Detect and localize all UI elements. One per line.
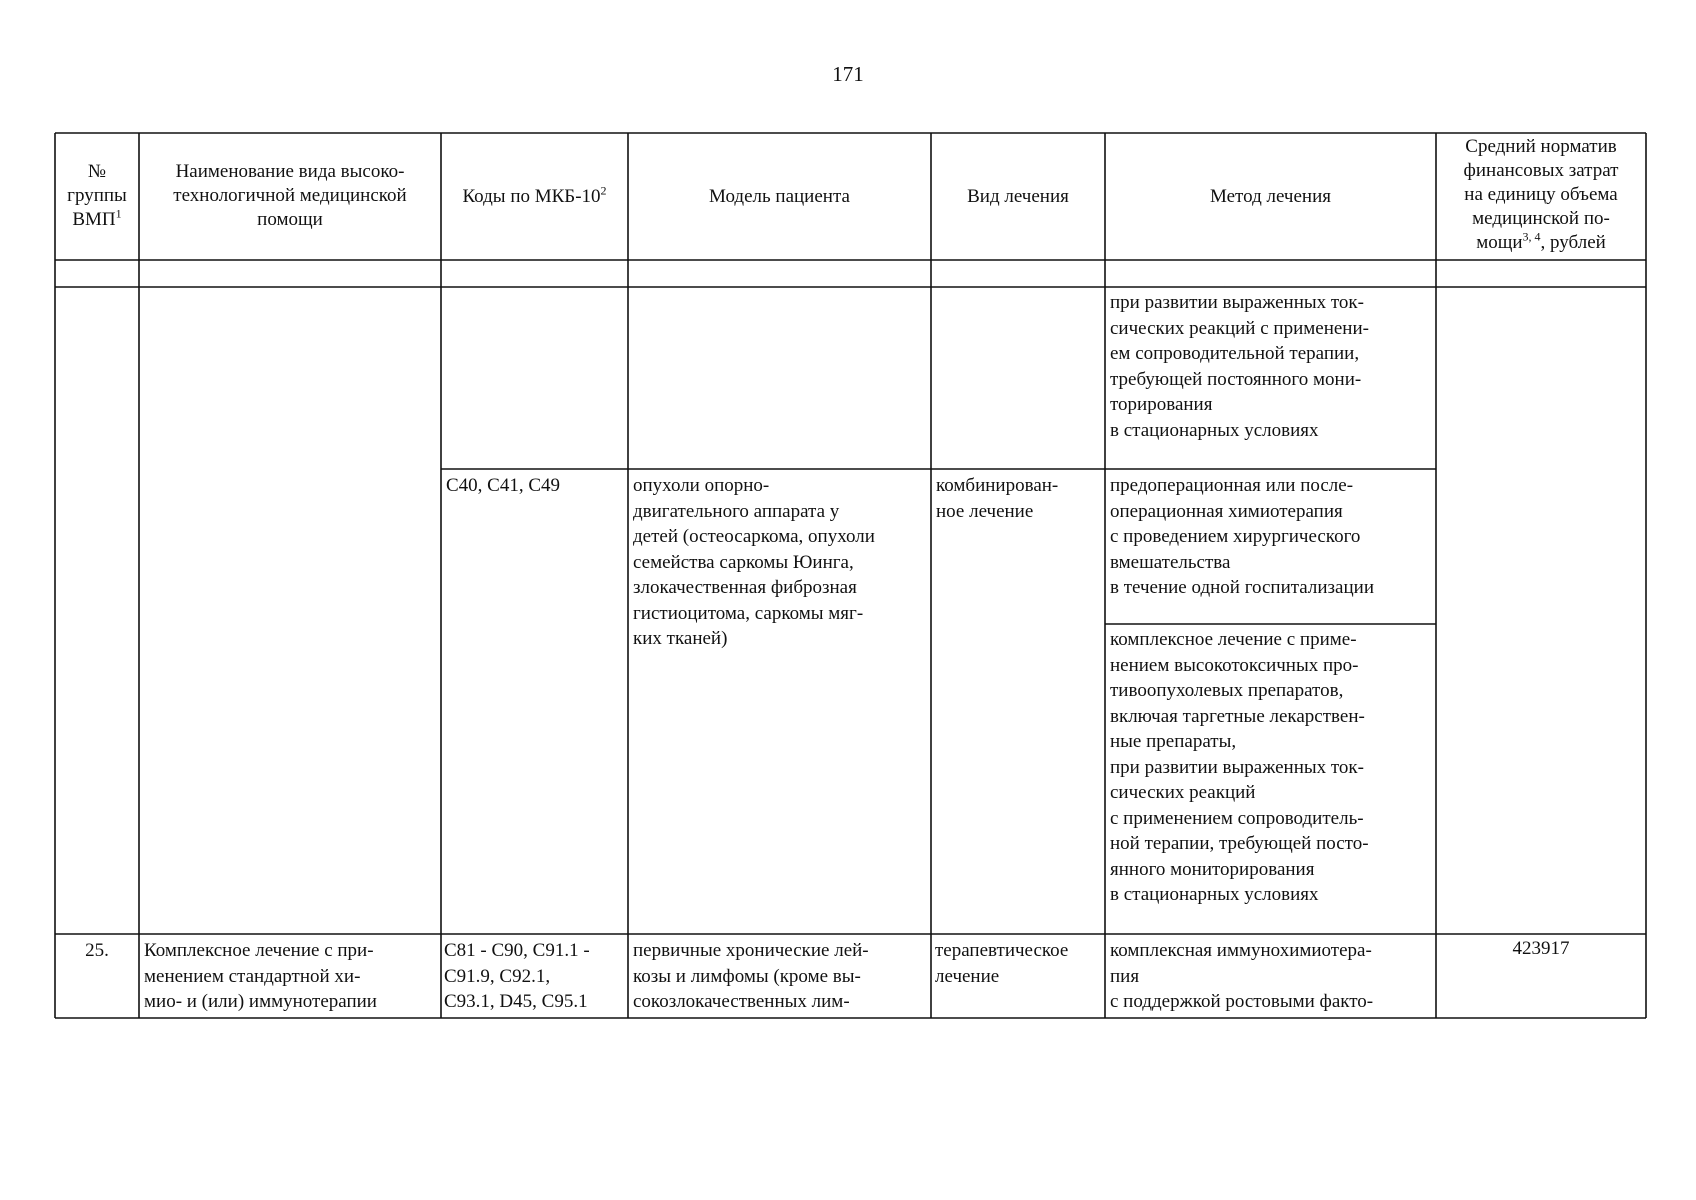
header-name: Наименование вида высоко- технологичной медицинской помощи [173,161,407,230]
row3-treatment-type: терапевтическое лечение [935,940,1069,987]
row3-cost: 423917 [1512,938,1570,959]
header-model: Модель пациента [709,186,850,207]
header-codes: Коды по МКБ-$10^2$ [462,183,607,207]
row3-group-no: 25. [85,940,109,961]
page-number: 171 [832,62,864,86]
row3-method: комплексная иммунохимиотера- пия с поддержкой ростовыми факто- [1110,940,1374,1012]
header-group-no: № группы ВМП$^1$ [67,161,127,230]
header-cost: Средний норматив финансовых затрат на единицу объема медицинской по- мощи$^{3, 4}$, рублей [1463,136,1619,253]
row3-codes: C81 - C90, C91.1 - C91.9, C92.1, C93.1, D45, C95.1 [444,940,590,1012]
row1-method: при развитии выраженных ток- сических реакций с применени- ем сопроводительной терапии, требующей постоянного мони- торирования в стационарных условиях [1110,292,1369,441]
header-method: Метод лечения [1209,186,1331,207]
row2-method-a: предоперационная или после- операционная химиотерапия с проведением хирургического вмешательства в течение одной госпитализации [1110,475,1374,598]
row2-model: опухоли опорно- двигательного аппарата у детей (остеосаркома, опухоли семейства саркомы Юинга, злокачественная фиброзная гистиоцитома, саркомы мяг- ких тканей) [633,475,875,649]
row2-treatment-type: комбинирован- ное лечение [936,475,1059,522]
row3-model: первичные хронические лей- козы и лимфомы (кроме вы- сокозлокачественных лим- [633,940,869,1012]
row3-name: Комплексное лечение с при- менением стандартной хи- мио- и (или) иммунотерапии [144,940,377,1012]
row2-method-b: комплексное лечение с приме- нением высокотоксичных про- тивоопухолевых препаратов, включая таргетные лекарствен- ные препараты, при развитии выраженных ток- сических реакций с применением сопроводитель- ной терапии, требующей посто- янного мониторирования в стационарных условиях [1110,629,1369,905]
row2-codes: C40, C41, C49 [446,475,561,496]
header-treatment-type: Вид лечения [967,186,1069,207]
